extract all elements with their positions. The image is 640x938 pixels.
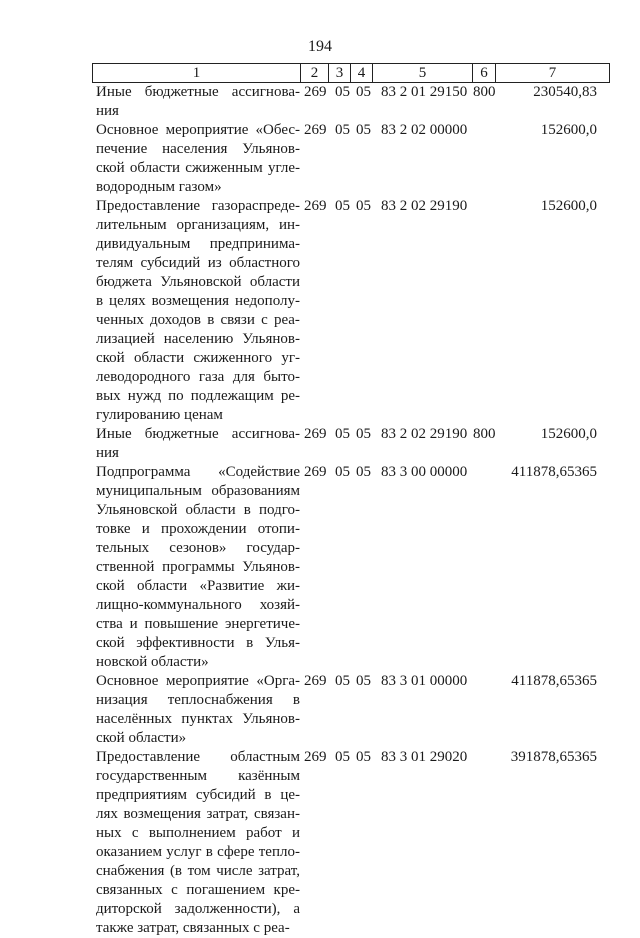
word: Основное [96,122,159,138]
word: подлежащим [190,388,274,404]
word: в [246,635,254,651]
row-name [96,672,300,748]
row-name-line [96,767,300,786]
row-name-line [96,159,300,178]
row-name-line [96,881,300,900]
row-name-line [96,805,300,824]
word: а [293,901,300,917]
header-col-3: 3 [329,64,351,82]
word: мероприятие [165,122,249,138]
word: с [171,882,178,898]
row-name-line [96,387,300,406]
row-c5: 83 2 02 29190 [381,426,468,442]
word: государ- [246,540,300,556]
word: ской [96,578,125,594]
word: ре- [280,388,300,404]
word: ин- [278,217,300,233]
word: субсидий [140,255,201,271]
word: затрат, [258,863,300,879]
row-c5: 83 3 00 00000 [381,464,468,480]
row-name-line [96,596,300,615]
word: лях [96,806,118,822]
word: ных [96,825,122,841]
row-name-line: также затрат, связанных с реа- [96,920,290,936]
table-body [0,83,640,938]
word: «Орга- [256,673,300,689]
row-c6: 800 [473,426,496,442]
word: хозяй- [259,597,300,613]
word: Подпрограмма [96,464,191,480]
word: сжиженного [193,350,273,366]
table-row [0,197,640,425]
table-row [0,672,640,748]
word: области [137,578,188,594]
row-name-line [96,691,300,710]
row-c5: 83 2 02 00000 [381,122,468,138]
word: области [129,160,181,176]
row-c3: 05 [335,198,350,214]
row-c7: 391878,65365 [510,749,597,765]
header-col-5: 5 [373,64,473,82]
word: государственным [96,768,207,784]
word: и [129,616,138,632]
row-c3: 05 [335,464,350,480]
word: и [141,521,150,537]
row-name [96,425,300,463]
word: населению [163,331,234,347]
word: образованиям [211,483,300,499]
word: энергетиче- [224,616,300,632]
row-name-line [96,615,300,634]
row-name-line [96,786,300,805]
word: бюджета [96,274,152,290]
row-name-line: водородным газом» [96,179,222,195]
row-c2: 269 [304,749,327,765]
row-c2: 269 [304,426,327,442]
row-name-line [96,330,300,349]
row-name-line [96,824,300,843]
row-c3: 05 [335,673,350,689]
row-name-line: гулированию ценам [96,407,223,423]
row-c5: 83 3 01 00000 [381,673,468,689]
row-name-line [96,368,300,387]
word: целях [109,293,146,309]
word: прохождении [161,521,247,537]
row-name [96,463,300,672]
table-row [0,748,640,938]
row-name-line [96,634,300,653]
row-name-line [96,216,300,235]
word: предпринима- [209,236,300,252]
word: услуг [166,844,202,860]
word: Ульянов- [242,331,300,347]
word: Основное [96,673,159,689]
row-name-line [96,292,300,311]
row-c7: 411878,65365 [511,464,597,480]
row-name-line: новской области» [96,654,209,670]
row-name-line [96,710,300,729]
header-col-7: 7 [548,65,557,81]
word: сезонов» [169,540,227,556]
word: в [292,692,300,708]
word: лищно-коммунального [96,597,242,613]
word: тепло- [258,844,300,860]
row-name-line [96,501,300,520]
word: бюджетные [144,426,219,442]
word: угле- [267,160,300,176]
row-name-line [96,482,300,501]
page-number: 194 [308,38,332,55]
header-col-1: 1 [93,64,301,82]
word: сфере [217,844,255,860]
word: бюджетные [144,84,219,100]
word: казённым [238,768,300,784]
word: задолженности), [174,901,281,917]
row-c6: 800 [473,84,496,100]
row-c2: 269 [304,122,327,138]
row-name [96,748,300,938]
word: населения [162,141,228,157]
row-c3: 05 [335,426,350,442]
word: вых [96,388,121,404]
row-c2: 269 [304,673,327,689]
word: (в [169,863,183,879]
word: лизацией [96,331,155,347]
word: пунктах [181,711,233,727]
word: ской [96,635,125,651]
row-c4: 05 [356,464,371,480]
word: в [207,312,215,328]
row-c3: 05 [335,749,350,765]
row-name-line [96,862,300,881]
word: Ульяновской [160,274,242,290]
word: числе [216,863,253,879]
word: в [205,844,213,860]
row-name-line [96,254,300,273]
row-c3: 05 [335,84,350,100]
word: быто- [263,369,300,385]
header-col-4: 4 [351,64,373,82]
word: ченных [96,312,144,328]
word: мероприятие [165,673,249,689]
row-name-line [96,748,300,767]
word: области [133,350,185,366]
word: в [264,787,272,803]
row-c7: 152600,0 [540,426,597,442]
word: ства [96,616,123,632]
word: в [96,293,104,309]
row-name-line [96,235,300,254]
word: областного [229,255,300,271]
word: газораспреде- [211,198,300,214]
table-header [92,63,610,83]
word: печение [96,141,148,157]
word: возмещения [151,293,230,309]
row-c3: 05 [335,122,350,138]
word: эффективности [136,635,235,651]
word: организациям, [176,217,270,233]
word: областным [230,749,300,765]
row-name [96,197,300,425]
word: кре- [273,882,300,898]
header-col-6: 6 [473,64,496,82]
word: доходов [150,312,202,328]
word: диторской [96,901,162,917]
word: оказанием [96,844,163,860]
row-name-line [96,140,300,159]
word: том [187,863,211,879]
word: для [232,369,255,385]
word: «Обес- [255,122,300,138]
word: ственной [96,559,155,575]
word: газа [198,369,225,385]
row-c7: 411878,65365 [511,673,597,689]
row-name-line [96,672,300,691]
row-c4: 05 [356,84,371,100]
word: в [243,502,251,518]
word: Иные [96,84,132,100]
row-name-line [96,520,300,539]
word: телям [96,255,134,271]
word: с [131,825,139,841]
word: возмещения [123,806,201,822]
table-row [0,463,640,672]
row-name-line: ния [96,103,119,119]
word: из [207,255,222,271]
row-c4: 05 [356,673,371,689]
word: снабжения [96,863,165,879]
word: погашением [186,882,266,898]
row-c7: 152600,0 [540,198,597,214]
word: ской [96,350,125,366]
word: реа- [273,312,300,328]
word: товке [96,521,131,537]
word: «Развитие [199,578,265,594]
row-name [96,83,300,121]
row-c2: 269 [304,464,327,480]
word: Ульяновской [96,502,178,518]
word: дивидуальным [96,236,191,252]
word: связан- [253,806,300,822]
row-name-line [96,121,300,140]
row-c4: 05 [356,426,371,442]
row-name-line [96,577,300,596]
table-row [0,83,640,121]
row-c4: 05 [356,749,371,765]
word: программы [162,559,235,575]
word: отопи- [257,521,300,537]
row-name-line [96,311,300,330]
word: области [249,274,300,290]
row-c5: 83 2 02 29190 [381,198,468,214]
word: ассигнова- [231,426,300,442]
word: подго- [258,502,300,518]
row-c2: 269 [304,84,327,100]
word: работ [246,825,282,841]
row-name-line [96,273,300,292]
word: Улья- [264,635,300,651]
row-name-line [96,425,300,444]
word: нужд [127,388,162,404]
header-col-2: 2 [301,64,329,82]
row-c4: 05 [356,198,371,214]
word: связанных [96,882,163,898]
word: Ульянов- [242,141,300,157]
row-name-line [96,843,300,862]
row-c5: 83 3 01 29020 [381,749,468,765]
row-name-line [96,539,300,558]
word: связи [220,312,255,328]
row-name-line [96,900,300,919]
word: жи- [276,578,300,594]
word: «Содействие [218,464,300,480]
word: тельных [96,540,150,556]
word: низация [96,692,148,708]
word: субсидий [195,787,256,803]
row-c7: 230540,83 [533,84,597,100]
row-c5: 83 2 01 29150 [381,84,468,100]
word: Ульянов- [242,711,300,727]
word: недополу- [235,293,300,309]
row-name [96,121,300,197]
row-name-line [96,463,300,482]
row-name-line [96,197,300,216]
word: области [185,502,236,518]
row-name-line [96,83,300,102]
word: ассигнова- [231,84,300,100]
word: населённых [96,711,172,727]
row-name-line [96,558,300,577]
word: сжиженным [185,160,263,176]
word: Предоставление [96,749,201,765]
word: муниципальным [96,483,202,499]
word: выполнением [148,825,236,841]
table-row [0,121,640,197]
word: лительным [96,217,167,233]
table-row [0,425,640,463]
row-c2: 269 [304,198,327,214]
word: и [291,825,300,841]
word: Ульянов- [242,559,300,575]
word: уг- [281,350,300,366]
row-name-line: ской области» [96,730,187,746]
word: леводородного [96,369,191,385]
word: с [261,312,268,328]
word: повышение [144,616,219,632]
row-name-line: ния [96,445,119,461]
word: це- [280,787,300,803]
word: затрат, [206,806,249,822]
word: Предоставление [96,198,201,214]
word: теплоснабжения [167,692,273,708]
row-c7: 152600,0 [540,122,597,138]
row-name-line [96,349,300,368]
word: Иные [96,426,132,442]
word: ской [96,160,125,176]
row-c4: 05 [356,122,371,138]
word: предприятиям [96,787,188,803]
word: по [168,388,184,404]
